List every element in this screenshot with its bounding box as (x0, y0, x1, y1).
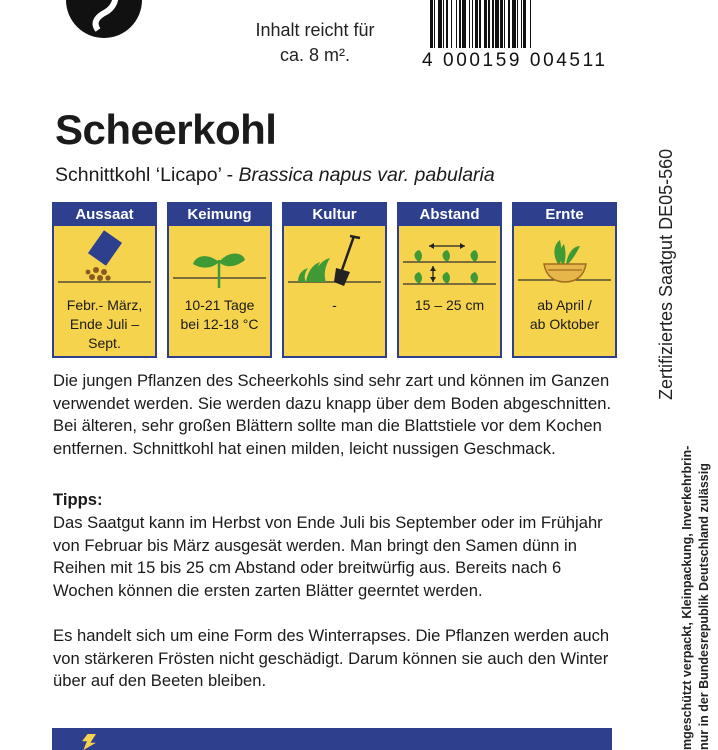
text-line: - (332, 297, 337, 313)
description-paragraph: Die jungen Pflanzen des Scheerkohls sind sehr zart und können im Ganzen verwendet werden. Sie werden dazu knapp über dem Boden abgeschnitten. Bei älteren, sehr großen Blättern sollte man die Blattstiele vor dem Kochen entfernen. Schnittkohl hat einen milden, leicht nussigen Geschmack. (53, 371, 612, 458)
info-box-abstand (397, 202, 502, 358)
certification-text: Zertifiziertes Saatgut DE05-560 (656, 148, 676, 400)
info-box-label: Kultur (284, 204, 385, 226)
seed-packet-icon (54, 226, 155, 290)
info-box-label: Ernte (514, 204, 615, 226)
barcode (422, 0, 622, 74)
tips-paragraph-1: Das Saatgut kann im Herbst von Ende Juli bis September oder im Frühjahr von Februar bis März ausgesät werden. Man bringt den Samen dünn in Reihen mit 15 bis 25 cm Abstand oder breitwürfig aus. Bereits nach 6 Wochen können die ersten zarten Blätter geerntet werden. (53, 513, 603, 600)
info-box-label: Keimung (169, 204, 270, 226)
text-line: ab Oktober (529, 316, 600, 332)
coverage-line-1: Inhalt reicht für (255, 20, 375, 40)
coverage-line-2: ca. 8 m². (279, 45, 350, 65)
info-box-text (399, 296, 500, 315)
brand-logo-icon (58, 0, 150, 38)
spade-plant-icon (284, 226, 385, 290)
info-box-kultur (282, 202, 387, 358)
cultivation-info-boxes (52, 202, 617, 358)
info-box-ernte (512, 202, 617, 358)
info-box-text (169, 296, 270, 334)
text-line: ab April / (537, 297, 592, 313)
footer-band (52, 728, 612, 750)
product-subtitle (55, 164, 495, 187)
text-line: 10-21 Tage (184, 297, 255, 313)
text-line: Sept. (88, 335, 121, 351)
legal-text-2: nur in der Bundesrepublik Deutschland zulässig (697, 463, 711, 750)
latin-name: Brassica napus var. pabularia (238, 164, 495, 186)
info-box-keimung (167, 202, 272, 358)
tips-heading: Tipps: (53, 490, 103, 509)
coverage-info (230, 18, 400, 68)
spacing-icon (399, 226, 500, 290)
barcode-number: 4 000159 004511 (422, 50, 608, 71)
info-box-text (54, 296, 155, 353)
barcode-bar (530, 0, 531, 48)
product-title: Scheerkohl (55, 106, 277, 153)
info-box-label: Aussaat (54, 204, 155, 226)
text-line: Febr.- März, (66, 297, 143, 313)
text-line: bei 12-18 °C (180, 316, 259, 332)
seedling-icon (169, 226, 270, 290)
text-line: Ende Juli – (69, 316, 140, 332)
tips-paragraph-2: Es handelt sich um eine Form des Winterrapses. Die Pflanzen werden auch von stärkeren Frösten nicht geschädigt. Darum können sie auch den Winter über auf den Beeten bleiben. (53, 626, 610, 691)
legal-text-1: mgeschützt verpackt, Kleinpackung, Inverkehrbrin- (680, 445, 694, 750)
info-box-text (284, 296, 385, 315)
barcode-bars (430, 0, 618, 48)
info-box-text (514, 296, 615, 334)
text-line: 15 – 25 cm (414, 297, 485, 313)
harvest-bowl-icon (514, 226, 615, 290)
common-name: Schnittkohl ‘Licapo’ - (55, 164, 239, 186)
info-box-aussaat (52, 202, 157, 358)
info-box-label: Abstand (399, 204, 500, 226)
